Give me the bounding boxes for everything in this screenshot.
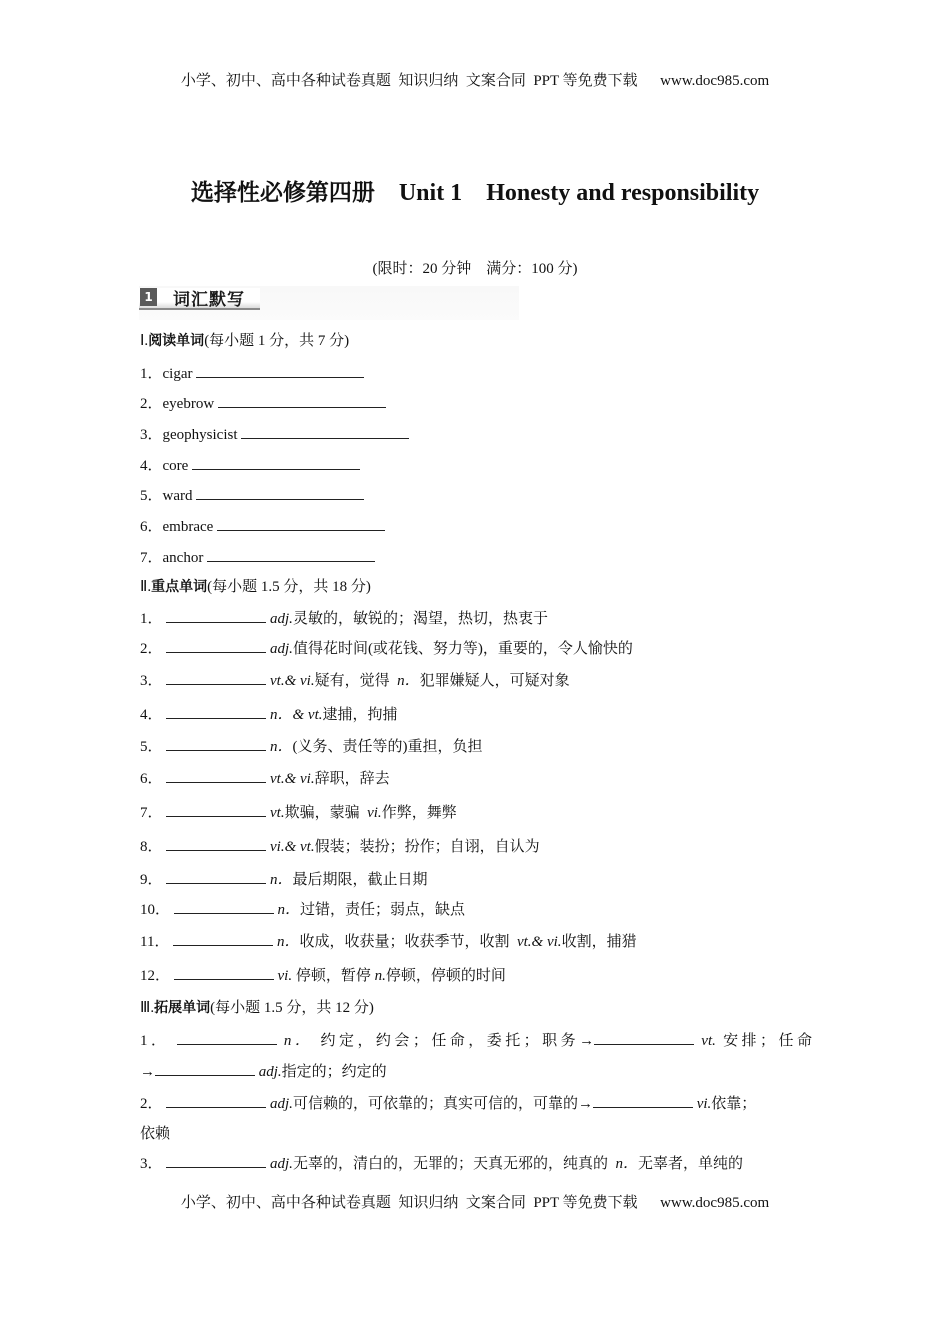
answer-blank[interactable] — [173, 931, 273, 946]
part-of-speech: adj. — [270, 641, 293, 657]
part-of-speech: vt. — [270, 805, 285, 821]
answer-blank[interactable] — [155, 1061, 255, 1076]
arrow-icon: → — [140, 1064, 155, 1080]
part2-title: 重点单词 — [151, 579, 208, 595]
item-number: 1． — [140, 366, 163, 382]
part2-item — [140, 899, 465, 920]
item-number: 5． — [140, 739, 163, 755]
section-banner — [139, 286, 519, 320]
part2-item — [140, 802, 457, 823]
definition: 无辜的，清白的，无罪的；天真无邪的，纯真的 — [292, 1156, 612, 1172]
part3-item — [140, 1153, 743, 1174]
answer-blank[interactable] — [166, 869, 266, 884]
answer-blank[interactable] — [174, 899, 274, 914]
part2-item — [140, 704, 398, 725]
item-number: 9． — [140, 872, 163, 888]
definition: 安排；任命 — [723, 1033, 812, 1049]
part2-item — [140, 869, 428, 890]
document-title — [0, 174, 950, 207]
definition: 收成，收获量；收获季节，收割 — [299, 934, 514, 950]
part1-item — [140, 547, 375, 568]
part-of-speech: vi. — [696, 1096, 712, 1112]
page-footer-banner: 小学、初中、高中各种试卷真题 知识归纳 文案合同 PPT 等免费下载 www.doc985.com — [180, 1195, 770, 1211]
part3-item-continued — [140, 1124, 170, 1144]
answer-blank[interactable] — [166, 802, 266, 817]
part1-roman: Ⅰ. — [140, 333, 149, 349]
part3-item-continued — [140, 1061, 387, 1082]
item-number: 3． — [140, 427, 163, 443]
part-of-speech: vi. — [367, 805, 382, 821]
page-header-banner: 小学、初中、高中各种试卷真题 知识归纳 文案合同 PPT 等免费下载 www.doc985.com — [180, 73, 770, 89]
part2-item — [140, 931, 637, 952]
item-number: 3． — [140, 1156, 163, 1172]
part3-title: 拓展单词 — [154, 1000, 211, 1016]
item-word: geophysicist — [162, 427, 238, 443]
part-of-speech: adj. — [270, 611, 293, 627]
item-number: 5． — [140, 488, 163, 504]
part3-roman: Ⅲ. — [140, 1000, 155, 1016]
item-word: core — [162, 458, 189, 474]
part-of-speech: adj. — [270, 1096, 293, 1112]
section-label: 词汇默写 — [173, 290, 245, 310]
item-number: 2． — [140, 641, 163, 657]
definition: 作弊，舞弊 — [381, 805, 457, 821]
part2-item — [140, 670, 570, 691]
part1-item — [140, 393, 386, 414]
definition: 收割，捕猎 — [561, 934, 637, 950]
part-of-speech: n． — [277, 902, 301, 918]
definition: 值得花时间(或花钱、努力等)，重要的，令人愉快的 — [292, 641, 633, 657]
part-of-speech: n． — [397, 673, 420, 689]
part2-score: (每小题 1.5 分，共 18 分) — [207, 579, 371, 595]
answer-blank[interactable] — [166, 768, 266, 783]
part2-item — [140, 638, 633, 659]
definition: 最后期限，截止日期 — [292, 872, 428, 888]
part1-item — [140, 455, 360, 476]
item-number: 1． — [140, 611, 163, 627]
part3-score: (每小题 1.5 分，共 12 分) — [210, 1000, 374, 1016]
part1-heading — [140, 331, 349, 351]
part-of-speech: n． — [283, 1033, 314, 1049]
item-number: 12． — [140, 968, 171, 984]
part2-item — [140, 736, 483, 757]
part-of-speech: n． — [270, 739, 293, 755]
section-number-icon: 1 — [140, 288, 157, 306]
answer-blank[interactable] — [196, 485, 364, 500]
item-number: 7． — [140, 550, 163, 566]
definition: 过错，责任；弱点，缺点 — [300, 902, 466, 918]
answer-blank[interactable] — [207, 547, 375, 562]
part-of-speech: vi. — [277, 968, 293, 984]
part2-heading — [140, 577, 371, 597]
item-word: cigar — [162, 366, 193, 382]
item-number: 4． — [140, 707, 163, 723]
answer-blank[interactable] — [166, 608, 266, 623]
definition: 假装；装扮；扮作；自诩，自认为 — [314, 839, 540, 855]
part-of-speech: adj. — [258, 1064, 282, 1080]
time-limit-note: (限时：20 分钟 满分：100 分) — [372, 261, 578, 277]
definition: 约定，约会；任命，委托；职务→ — [320, 1033, 595, 1049]
item-number: 8． — [140, 839, 163, 855]
part3-item — [140, 1093, 756, 1114]
part1-score: (每小题 1 分，共 7 分) — [204, 333, 350, 349]
item-number: 7． — [140, 805, 163, 821]
answer-blank[interactable] — [241, 424, 409, 439]
definition: 犯罪嫌疑人，可疑对象 — [419, 673, 570, 689]
definition: 可信赖的，可依靠的；真实可信的，可靠的→ — [292, 1096, 593, 1112]
part2-item — [140, 768, 390, 789]
definition: 辞职，辞去 — [314, 771, 390, 787]
item-number: 3． — [140, 673, 163, 689]
definition: 指定的；约定的 — [281, 1064, 387, 1080]
item-word: eyebrow — [162, 396, 215, 412]
answer-blank[interactable] — [593, 1093, 693, 1108]
definition: 灵敏的，敏锐的；渴望，热切，热衷于 — [292, 611, 548, 627]
item-word: embrace — [162, 519, 214, 535]
definition: 停顿，暂停 — [292, 968, 375, 984]
answer-blank[interactable] — [166, 736, 266, 751]
part3-heading — [140, 998, 374, 1018]
part-of-speech: vt.& vi. — [270, 673, 315, 689]
part3-item — [140, 1030, 812, 1051]
item-number: 11． — [140, 934, 170, 950]
definition: 依靠； — [711, 1096, 757, 1112]
part1-item — [140, 363, 364, 384]
definition: 无辜者，单纯的 — [637, 1156, 743, 1172]
answer-blank[interactable] — [594, 1030, 694, 1045]
part-of-speech: n． — [270, 872, 293, 888]
part2-item — [140, 965, 506, 986]
part-of-speech: n．& vt. — [270, 707, 323, 723]
part-of-speech: n． — [276, 934, 300, 950]
item-number: 2． — [140, 1096, 163, 1112]
definition: 疑有，觉得 — [314, 673, 394, 689]
title-book: 选择性必修第四册 — [190, 180, 375, 206]
item-number: 6． — [140, 519, 163, 535]
item-word: anchor — [162, 550, 204, 566]
answer-blank[interactable] — [217, 516, 385, 531]
answer-blank[interactable] — [166, 836, 266, 851]
part1-item — [140, 485, 364, 506]
answer-blank[interactable] — [166, 638, 266, 653]
item-word: ward — [162, 488, 193, 504]
definition: 依赖 — [140, 1126, 171, 1142]
part-of-speech: adj. — [270, 1156, 293, 1172]
item-number: 2． — [140, 396, 163, 412]
answer-blank[interactable] — [174, 965, 274, 980]
part-of-speech: vt.& vi. — [516, 934, 562, 950]
item-number: 10． — [140, 902, 171, 918]
definition: 欺骗，蒙骗 — [284, 805, 364, 821]
item-number: 4． — [140, 458, 163, 474]
item-number: 1． — [140, 1033, 170, 1049]
item-number: 6． — [140, 771, 163, 787]
part2-roman: Ⅱ. — [140, 579, 152, 595]
part2-item — [140, 836, 540, 857]
answer-blank[interactable] — [166, 1093, 266, 1108]
answer-blank[interactable] — [177, 1030, 277, 1045]
answer-blank[interactable] — [166, 670, 266, 685]
answer-blank[interactable] — [218, 393, 386, 408]
part-of-speech: n． — [615, 1156, 638, 1172]
title-topic: Honesty and responsibility — [486, 180, 760, 206]
answer-blank[interactable] — [166, 1153, 266, 1168]
part1-item — [140, 516, 385, 537]
part-of-speech: vt. — [701, 1033, 716, 1049]
answer-blank[interactable] — [196, 363, 364, 378]
part-of-speech: n. — [374, 968, 386, 984]
answer-blank[interactable] — [166, 704, 266, 719]
definition: (义务、责任等的)重担，负担 — [292, 739, 483, 755]
definition: 停顿，停顿的时间 — [385, 968, 506, 984]
answer-blank[interactable] — [192, 455, 360, 470]
part1-item — [140, 424, 409, 445]
part-of-speech: vi.& vt. — [270, 839, 315, 855]
title-unit: Unit 1 — [398, 180, 463, 206]
definition: 逮捕，拘捕 — [322, 707, 398, 723]
part-of-speech: vt.& vi. — [270, 771, 315, 787]
part2-item — [140, 608, 548, 629]
part1-title: 阅读单词 — [148, 333, 205, 349]
